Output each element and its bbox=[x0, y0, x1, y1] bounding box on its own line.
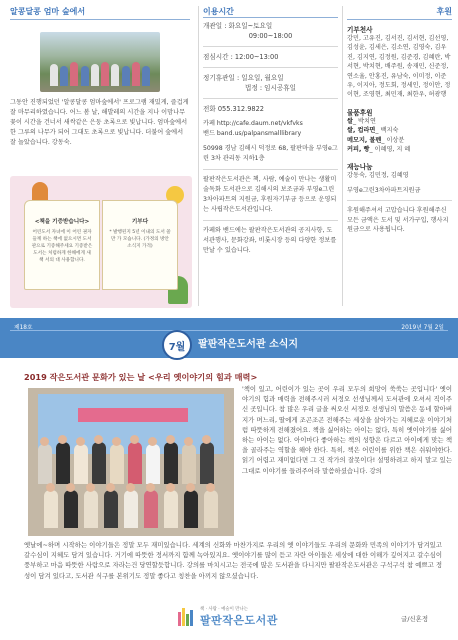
book-right-page bbox=[102, 200, 178, 290]
library-intro-2: 카페와 밴드에는 팔판작은도서관의 공지사항, 도서관행사, 문화강좌, 비롯시장 등의 다양한 정보를 만날 수 있습니다. bbox=[203, 227, 337, 254]
logo-name: 팔판작은도서관 bbox=[200, 614, 278, 627]
open-days: 개관일 : 화요일~토요일 bbox=[203, 22, 273, 30]
band-link[interactable]: 밴드 band.us/palpansmalllibrary bbox=[203, 130, 302, 137]
cafe-link[interactable]: 카페 http://cafe.daum.net/vkfvks bbox=[203, 120, 303, 127]
book-donors-heading: 기부천사 bbox=[347, 26, 373, 34]
phone-number: 전화 055.312.9822 bbox=[203, 105, 264, 113]
lecture-group-photo bbox=[28, 388, 234, 536]
book-right-heading: 기부다 bbox=[131, 219, 149, 225]
article-text-right: '책이 있고, 어린이가 있는 곳이 우리 모두의 희망이 쑥쑥는 곳입니다' 옛이야기의 힘과 매력을 전해주시러 서정오 선생님께서 도서관에 오셔서 직이주신 곳입니다. 참 많은 우리 글을 써오신 서정오 선생님의 말씀은 동네 할아버지가 며느리, 딸에게 조곤조곤 전해주는 세상을 살아가는 지혜로운 이야기처럼 따뜻하게 전해졌어요. 책을 싫어하는 아이는 없다, 특히 옛이야기를 싫어하는 아이는 없다. 아이마다 좋아하는 책의 성향은 다르고 아이에게 맞는 책을 골라주는 역할을 해야 한다. 특히, 책은 어린이를 위한 책은 쉬워야한다. 읽기 어렵고 재미없다면 그 건 작가의 잘못이다! 설명하려고 하지 말고 있는 그대로 이야기를 들려주어라 말씀하셨습니다. 강의 bbox=[242, 385, 452, 475]
book-donors-list: 강민, 고유진, 김서진, 김서현, 김선영, 김성윤, 김세은, 김소연, 김영숙, 김우진, 김지연, 김정원, 김준경, 김혜란, 박서현, 박치현, 배주원, 송재민, 신준정, 연소율, 안홍진, 유남숙, 이미정, 이준우, 이지아, 정도회, 정세인, 정이안, 정이현, 조영현, 최민재, 최한우, 허광행 bbox=[347, 35, 451, 99]
open-book bbox=[24, 200, 179, 296]
library-logo bbox=[178, 604, 288, 630]
newsletter-title: 팔판작은도서관 소식지 bbox=[198, 339, 299, 350]
newsletter-banner bbox=[0, 318, 458, 358]
goods-donor-1: 쌀_ 박치연 bbox=[347, 117, 376, 125]
thanks-note: 후원해주셔서 고맙습니다 후원해주신 모든 금액은 도서 및 서가구입, 행사지원금으로 사용됩니다. bbox=[347, 207, 449, 234]
book-left-heading: <책을 기증받습니다> bbox=[34, 219, 90, 225]
opening-hours-column bbox=[198, 6, 338, 306]
open-time: 09:00~18:00 bbox=[248, 32, 293, 40]
sponsor-note: 부영e그린3차아파트지원금 bbox=[347, 186, 421, 194]
top-section bbox=[0, 0, 458, 318]
lunch-time: 점심시간 : 12:00~13:00 bbox=[203, 53, 279, 61]
hours-title: 이용시간 bbox=[203, 6, 338, 18]
goods-donor-4: 커피, 빵_ 이혜영, 지 혜 bbox=[347, 146, 411, 154]
issue-date: 2019년 7월 2일 bbox=[401, 325, 444, 331]
donors-title: 후원 bbox=[347, 6, 452, 20]
book-right-text: * 발행된지 5년 이내의 도서 쓸 만 가 모습니다. (가정의 방안 소식지 가격) bbox=[109, 230, 171, 249]
article-title: 2019 작은도서관 문화가 있는 날 <우리 옛이야기의 힘과 매력> bbox=[24, 372, 258, 382]
talent-donors-heading: 재능나눔 bbox=[347, 163, 373, 172]
address: 50998 경남 김해시 덕정로 68, 팔판마을 부영e그린 3차 관리동 지하1층 bbox=[203, 145, 338, 162]
talent-donors-list: 강동숙, 김민정, 김혜영 bbox=[347, 172, 409, 180]
book-donation-illustration bbox=[10, 176, 192, 308]
logo-tagline: 책 · 사람 · 예술이 만나는 bbox=[200, 607, 248, 612]
goods-donor-2: 쌀, 컵라면_ 백지숙 bbox=[347, 127, 399, 135]
forest-group-photo bbox=[40, 32, 160, 92]
child-icon bbox=[32, 182, 48, 202]
article-signature: 글/신혼정 bbox=[401, 615, 428, 623]
goods-donors-heading: 물품후원 bbox=[347, 108, 373, 117]
closed-days: 정기휴관일 : 일요일, 월요일 bbox=[203, 74, 284, 82]
month-badge: 7월 bbox=[162, 330, 192, 360]
goods-donor-3: 메모지, 볼펜_ 이상분 bbox=[347, 136, 405, 144]
holiday-note: 법정 : 임시공휴일 bbox=[244, 84, 296, 92]
donors-column bbox=[342, 6, 452, 306]
issue-number: 제18호 bbox=[14, 325, 33, 331]
library-intro: 팔판작은도서관은 책, 사람, 예술이 만나는 생활미술독화 도서관으로 김해시의 보조금과 부영e그린3차아파트의 지원금, 후원자기부금 등으로 운영되는 사립작은도서관입니다. bbox=[203, 176, 337, 213]
book-left-page bbox=[24, 200, 100, 290]
article-text-bottom: 옛날에~하며 시작하는 이야기들은 정말 모두 재미있습니다. 세계의 신화와 마찬가지로 우리의 옛 이야기들도 우리의 문화와 민족의 이야기가 담겨있고 갈수심이 지혜도 담겨 있습니다. 거기에 따뜻한 정서까지 함께 녹아있지요. 옛이야기를 많이 듣고 자란 아이들은 세상에 대한 이해가 깊어지고 갈수심이 풍부하고 마음 따뜻한 사람으로 자라는건 당연할듯합니다. 강의를 마치시고는 전국에 많은 도서관을 다니지만 팔판작은도서관은 구석구석 참 예쁘고 정성이 담겨 있다고, 도서관 식구를 본위기도 정말 좋다고 칭찬을 아끼지 않으셨습니다. bbox=[24, 541, 442, 580]
book-left-text: 어린도서 자녀에 이 어린 권자들께 하는 책에 없으시면 도서관으로 기증해주세요 기증받은 도서는 처럼하게 한해에게 새 책 서의 대 사용합니다. bbox=[31, 230, 93, 263]
forest-program-column bbox=[10, 6, 190, 148]
forest-program-title: 알콩달콩 엄마 숲에서 bbox=[10, 6, 190, 20]
forest-program-text: 그동안 진행되었던 '알콩달콩 엄마숲에서' 프로그램 재밌게, 즐겁게 잘 마무리하였습니다. 어느 봄 날, 해발레의 시간을 지나 이맘나무 꽃이 시간을 건너서 새싹같은 은둥 초록으로 빛납니다. 엄마숲에서 한 그루의 나무가 되어 그대도 초록으로 빛납니다. 더불어 숲에서 잘 놀았습니다. 강동숙. bbox=[10, 99, 189, 146]
books-icon bbox=[178, 608, 196, 626]
